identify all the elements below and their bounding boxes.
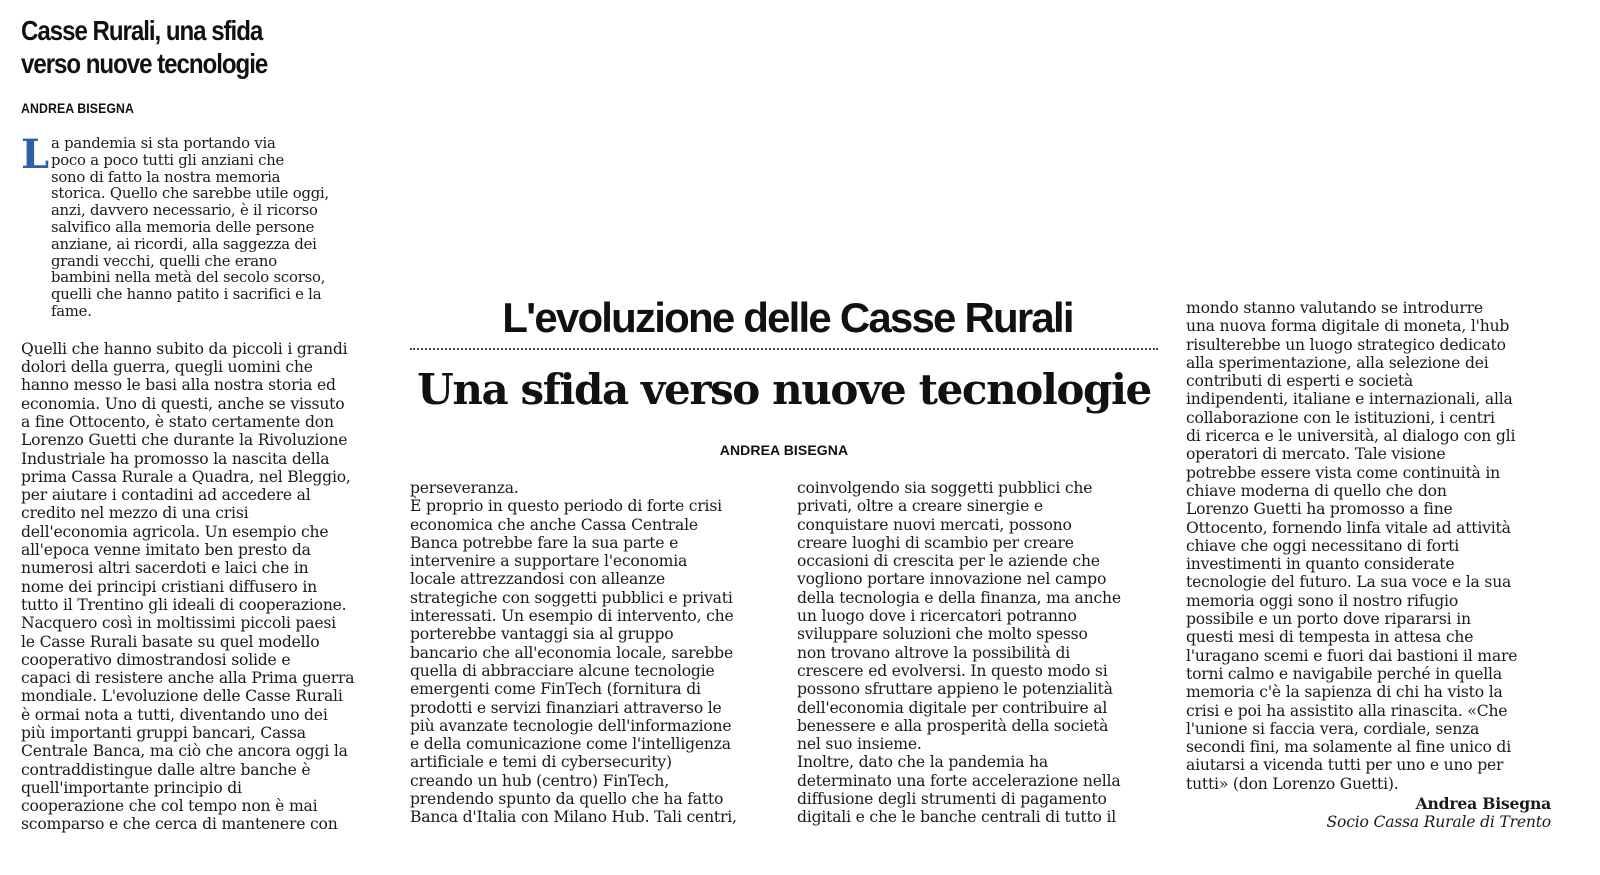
main-subheadline: Una sfida verso nuove tecnologie xyxy=(417,365,1151,414)
sidebar-headline: Casse Rurali, una sfida verso nuove tecnologie xyxy=(21,15,268,79)
article-paragraph: coinvolgendo sia soggetti pubblici che privati, oltre a creare sinergie e conquistare nuovi mercati, possono creare luoghi di scambio per creare occasioni di crescita per le aziende che vogliono portare innovazione nel campo della tecnologia e della finanza, ma anche un luogo dove i ricercatori potranno sviluppare soluzioni che molto spesso non trovano altrove la possibilità di crescere ed evolversi. In questo modo si possono sfruttare appieno le potenzialità dell'economia digitale per contribuire al benessere e alla prosperità della società nel suo insieme. xyxy=(797,479,1121,754)
article-paragraph: Inoltre, dato che la pandemia ha determinato una forte accelerazione nella diffusione degli strumenti di pagamento digitali e che le banche centrali di tutto il xyxy=(797,753,1121,827)
main-byline: ANDREA BISEGNA xyxy=(719,442,849,458)
headline-divider xyxy=(410,348,1158,350)
lead-paragraph: a pandemia si sta portando via poco a poco tutti gli anziani che sono di fatto la nostra memoria storica. Quello che sarebbe utile oggi, anzi, davvero necessario, è il ricorso salvifico alla memoria delle persone anziane, ai ricordi, alla saggezza dei grandi vecchi, quelli che erano bambini nella metà del secolo scorso, quelli che hanno patito i sacrifici e la fame. xyxy=(50,135,330,320)
author-signature xyxy=(1186,795,1551,832)
article-paragraph: perseveranza. xyxy=(410,479,519,497)
main-headline: L'evoluzione delle Casse Rurali xyxy=(502,294,1073,341)
article-column-3 xyxy=(1186,299,1551,832)
sidebar-byline: ANDREA BISEGNA xyxy=(21,100,135,116)
drop-cap: L xyxy=(21,131,49,178)
signature-name: Andrea Bisegna xyxy=(1415,794,1551,814)
article-column-1 xyxy=(410,479,780,827)
article-column-2 xyxy=(797,479,1157,827)
lead-paragraph-block xyxy=(21,131,393,321)
article-paragraph: mondo stanno valutando se introdurre una nuova forma digitale di moneta, l'hub risulterebbe un luogo strategico dedicato alla sperimentazione, alla selezione dei contributi di esperti e società indipendenti, italiane e internazionali, alla collaborazione con le istituzioni, i centri di ricerca e le università, al dialogo con gli operatori di mercato. Tale visione potrebbe essere vista come continuità in chiave moderna di quello che don Lorenzo Guetti ha promosso a fine Ottocento, fornendo linfa vitale ad attività chiave che oggi necessitano di forti investimenti in quanto considerate tecnologie del futuro. La sua voce e la sua memoria oggi sono il nostro rifugio possibile e un porto dove ripararsi in questi mesi di tempesta in attesa che l'uragano scemi e fuori dai bastioni il mare torni calmo e navigabile perché in quella memoria c'è la sapienza di chi ha visto la crisi e poi ha assistito alla rinascita. «Che l'unione si faccia vera, cordiale, senza secondi fini, ma solamente al fine unico di aiutarsi a vicenda tutti per uno e uno per tutti» (don Lorenzo Guetti). xyxy=(1186,299,1518,793)
signature-role: Socio Cassa Rurale di Trento xyxy=(1326,813,1551,832)
sidebar-body-paragraph: Quelli che hanno subito da piccoli i grandi dolori della guerra, quegli uomini che hanno messo le basi alla nostra storia ed economia. Uno di questi, anche se vissuto a fine Ottocento, è stato certamente don Lorenzo Guetti che durante la Rivoluzione Industriale ha promosso la nascita della prima Cassa Rurale a Quadra, nel Bleggio, per aiutare i contadini ad accedere al credito nel mezzo di una crisi dell'economia agricola. Un esempio che all'epoca venne imitato ben presto da numerosi altri sacerdoti e laici che in nome dei principi cristiani diffusero in tutto il Trentino gli ideali di cooperazione. Nacquero così in moltissimi piccoli paesi le Casse Rurali basate su quel modello cooperativo dimostrandosi solide e capaci di resistere anche alla Prima guerra mondiale. L'evoluzione delle Casse Rurali è ormai nota a tutti, diventando uno dei più importanti gruppi bancari, Cassa Centrale Banca, ma ciò che ancora oggi la contraddistingue dalle altre banche è quell'importante principio di cooperazione che col tempo non è mai scomparso e che cerca di mantenere con xyxy=(21,339,355,834)
sidebar-column xyxy=(21,131,393,834)
article-paragraph: È proprio in questo periodo di forte crisi economica che anche Cassa Centrale Banca potrebbe fare la sua parte e intervenire a supportare l'economia locale attrezzandosi con alleanze strategiche con soggetti pubblici e privati interessati. Un esempio di intervento, che porterebbe vantaggi sia al gruppo bancario che all'economia locale, sarebbe quella di abbracciare alcune tecnologie emergenti come FinTech (fornitura di prodotti e servizi finanziari attraverso le più avanzate tecnologie dell'informazione e della comunicazione come l'intelligenza artificiale e temi di cybersecurity) creando un hub (centro) FinTech, prendendo spunto da quello che ha fatto Banca d'Italia con Milano Hub. Tali centri, xyxy=(410,497,737,827)
